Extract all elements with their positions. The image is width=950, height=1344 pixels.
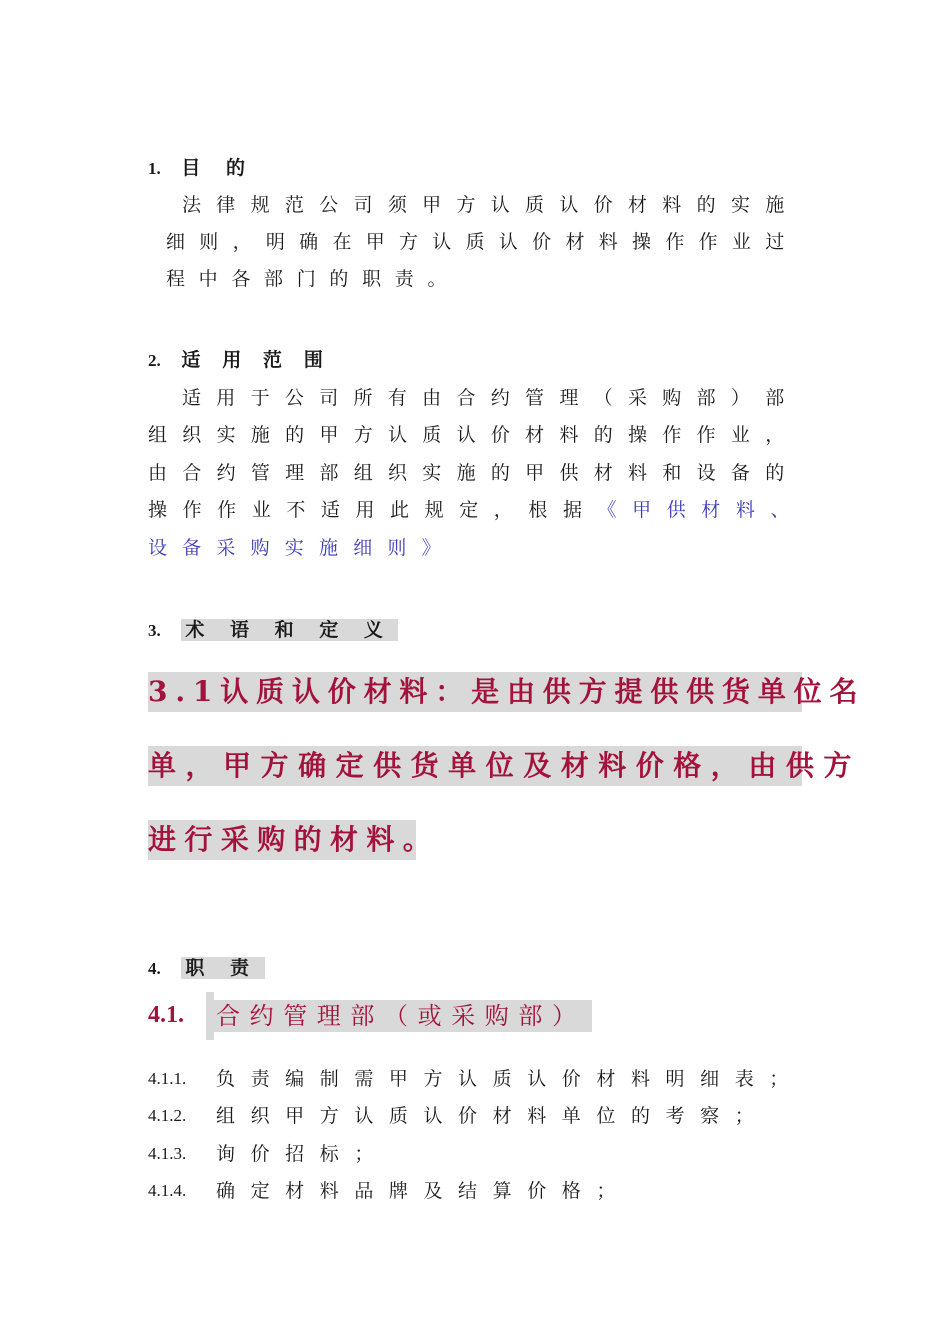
duty-item-2-text: 组织甲方认质认价材料单位的考察； [216, 1105, 770, 1127]
section-1-line-2: 细则，明确在甲方认质认价材料操作作业过 [166, 231, 788, 253]
regulation-link[interactable]: 《甲供材料、 [597, 499, 806, 521]
section-1-heading [148, 156, 255, 181]
section-1-line-3: 程中各部门的职责。 [166, 268, 461, 290]
subsection-4-1-bar [206, 992, 214, 1040]
section-1-line-1: 法律规范公司须甲方认质认价材料的实施 [182, 194, 788, 216]
section-2-line-1: 适用于公司所有由合约管理（采购部）部 [182, 387, 788, 409]
section-3-number: 3. [148, 621, 161, 640]
section-1-number: 1. [148, 159, 161, 178]
section-2-line-4 [148, 498, 805, 522]
definition-line-3: 进行采购的材料。 [148, 820, 416, 860]
subsection-4-1-heading [148, 992, 588, 1040]
duty-item-1-text: 负责编制需甲方认质认价材料明细表； [216, 1068, 804, 1090]
regulation-link-cont[interactable]: 设备采购实施细则》 [148, 537, 456, 559]
section-3-title: 术 语 和 定 义 [181, 619, 398, 641]
duty-item-3-number: 4.1.3. [148, 1144, 187, 1163]
section-2-line-4-text: 操作作业不适用此规定，根据 [148, 499, 598, 521]
duty-item-4-text: 确定材料品牌及结算价格； [216, 1180, 631, 1202]
section-2-line-2: 组织实施的甲方认质认价材料的操作作业， [148, 424, 788, 446]
section-2-heading [148, 348, 330, 373]
section-3-heading [148, 618, 398, 643]
subsection-4-1-number: 4.1. [148, 1002, 184, 1028]
section-2-title: 适 用 范 围 [181, 349, 331, 371]
subsection-4-1-title: 合约管理部（或采购部） [214, 1000, 592, 1032]
section-4-title: 职 责 [181, 957, 264, 979]
section-2-line-3: 由合约管理部组织实施的甲供材料和设备的 [148, 462, 788, 484]
section-1-title: 目 的 [181, 157, 255, 179]
section-2-number: 2. [148, 351, 161, 370]
section-4-number: 4. [148, 959, 161, 978]
duty-item-2-number: 4.1.2. [148, 1106, 187, 1125]
definition-line-1: 3.1认质认价材料：是由供方提供供货单位名 [148, 672, 802, 712]
duty-item-4-number: 4.1.4. [148, 1181, 187, 1200]
duty-item-1-number: 4.1.1. [148, 1069, 187, 1088]
duty-item-3-text: 询价招标； [216, 1143, 389, 1165]
section-4-heading [148, 956, 265, 981]
definition-line-2: 单，甲方确定供货单位及材料价格，由供方 [148, 746, 802, 786]
